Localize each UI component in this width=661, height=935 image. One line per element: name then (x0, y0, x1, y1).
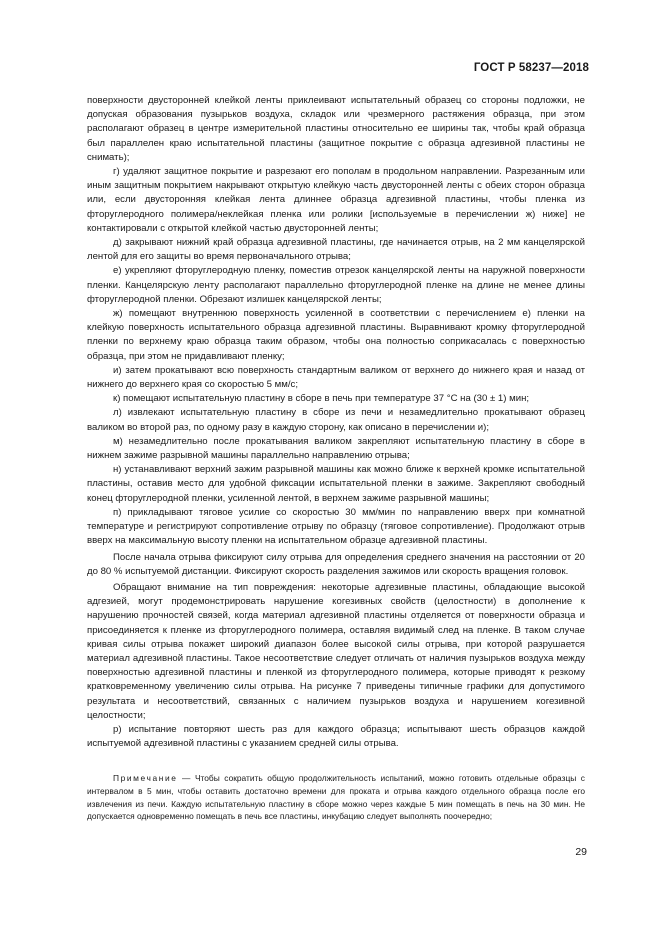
note-text: Чтобы сократить общую продолжительность испытаний, можно готовить отдельные образцы с интервалом в 5 мин, чтобы оставить достаточно времени для проката и отрыва каждого отдельного образца после его извлечения из печи. Каждую испытательную пластину в сборе можно через каждые 5 мин помещать в печь на 30 мин. Не допускается одновременно помещать в печь все пластины, инкубацию следует выполнять поочередно; (87, 773, 585, 822)
list-item-d: д) закрывают нижний край образца адгезивной пластины, где начинается отрыв, на 2 мм канцелярской лентой для его защиты во время первоначального отрыва; (87, 237, 585, 263)
note-block (87, 772, 585, 823)
document-header (474, 62, 589, 74)
list-item-l: л) извлекают испытательную пластину в сборе из печи и незамедлительно прокатывают образец валиком во второй раз, по одному разу в каждую сторону, как описано в перечислении и); (87, 407, 585, 433)
main-text (87, 94, 585, 751)
list-item-i: и) затем прокатывают всю поверхность стандартным валиком от верхнего до нижнего края и назад от нижнего до верхнего края со скоростью 5 мм/с; (87, 364, 585, 391)
list-item-e: е) укрепляют фторуглеродную пленку, поместив отрезок канцелярской ленты на наружной поверхности пленки. Канцелярскую ленту располагают параллельно фторуглеродной пленке на длине не менее длины фторуглеродной пленки. Обрезают излишек канцелярской ленты; (87, 265, 585, 305)
note-dash: — (177, 773, 195, 783)
list-item-r: р) испытание повторяют шесть раз для каждого образца; испытывают шесть образцов каждой испытуемой адгезивной пластины с указанием средней силы отрыва. (87, 723, 585, 750)
standard-designation: ГОСТ Р 58237—2018 (473, 62, 589, 74)
list-item-m: м) незамедлительно после прокатывания валиком закрепляют испытательную пластину в сборе в нижнем зажиме разрывной машины параллельно направлению отрыва; (87, 435, 585, 462)
paragraph-failure-type: Обращают внимание на тип повреждения: некоторые адгезивные пластины, обладающие высокой адгезией, могут продемонстрировать нарушение когезивных свойств (целостности) в дополнение к нарушению прочностей связей, когда материал адгезивной пластины отделяется от поверхности образца и присоединяется к пленке из фторуглеродного полимера, оставляя видимый след на пленке. В таком случае кривая силы отрыва покажет широкий диапазон более высокой силы отрыва, при которой разрушается материал адгезивной пластины. Такое несоответствие следует отличать от наличия пузырьков воздуха между поверхностью адгезивной пластины и пленкой из фторуглеродного полимера, которые приводят к резкому кратковременному увеличению силы отрыва. На рисунке 7 приведены типичные графики для допустимого результата и несоответствий, связанных с наличием пузырьков воздуха и нарушением когезивной целостности; (87, 581, 585, 721)
paragraph-peel-start: После начала отрыва фиксируют силу отрыва для определения среднего значения на расстоянии от 20 до 80 % испытуемой дистанции. Фиксируют скорость разделения зажимов или скорость вращения головок. (87, 551, 585, 577)
paragraph-continuation: поверхности двусторонней клейкой ленты приклеивают испытательный образец со стороны подложки, не допуская образования пузырьков воздуха, складок или чрезмерного растяжения образца, при этом располагают образец в центре измерительной пластины относительно ее ширины так, чтобы край образца был параллелен краю испытательной пластины (защитное покрытие с образца адгезивной пластины не снимать); (87, 95, 585, 163)
list-item-n: н) устанавливают верхний зажим разрывной машины как можно ближе к верхней кромке испытательной пластины, оставив место для удобной фиксации испытательной пленки в зажиме. Закрепляют свободный конец фторуглеродной пленки, усиленной лентой, в верхнем зажиме разрывной машины; (87, 464, 585, 504)
list-item-zh: ж) помещают внутреннюю поверхность усиленной в соответствии с перечислением е) пленки на клейкую поверхность испытательного образца адгезивной пластины. Выравнивают кромку фторуглеродной пленки по верхнему краю образца таким образом, чтобы она полностью соприкасалась с поверхностью образца, при этом не придавливают пленку; (87, 308, 585, 362)
list-item-p: п) прикладывают тяговое усилие со скоростью 30 мм/мин по направлению вверх при комнатной температуре и регистрируют сопротивление отрыву по образцу (тяговое сопротивление). Продолжают отрыв вверх на максимальную высоту пленки на испытательном образце адгезивной пластины. (87, 506, 585, 547)
page-number: 29 (575, 846, 587, 858)
list-item-k: к) помещают испытательную пластину в сборе в печь при температуре 37 °С на (30 ± 1) мин; (113, 393, 530, 405)
note-paragraph (87, 772, 585, 823)
note-label: Примечание (113, 773, 178, 783)
list-item-g: г) удаляют защитное покрытие и разрезают его пополам в продольном направлении. Разрезанным или иным защитным покрытием накрывают открытую клейкую часть двусторонней ленты с обеих сторон образца или, если двусторонняя клейкая лента длиннее образца адгезивной пластины, чтобы пленка из фторуглеродного полимера/неклейкая пленка или ролики [используемые в перечислении ж) ниже] не контактировали с открытой клейкой частью двусторонней ленты; (87, 166, 585, 234)
